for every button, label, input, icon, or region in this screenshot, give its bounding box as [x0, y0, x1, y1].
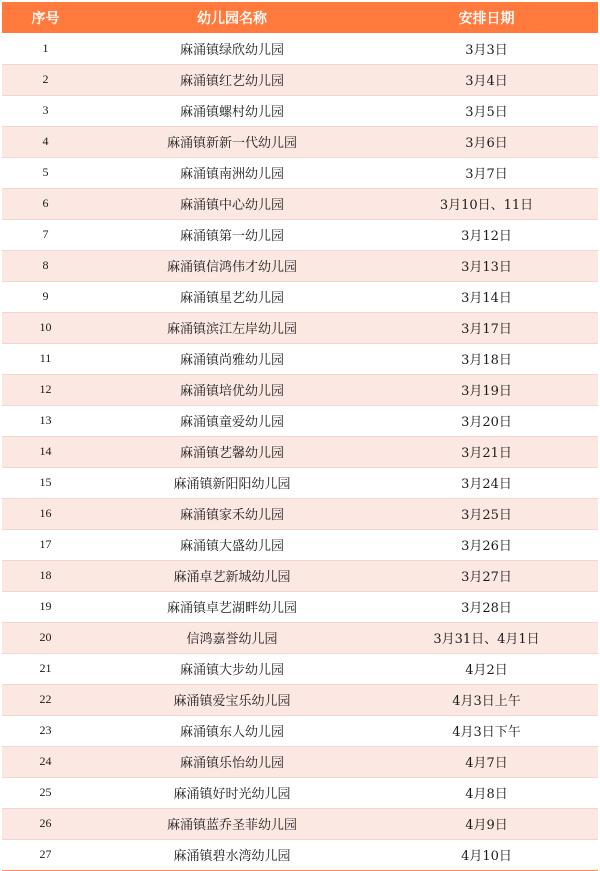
- kindergarten-name: 麻涌镇家禾幼儿园: [89, 498, 375, 529]
- header-row: [2, 2, 598, 33]
- scheduled-date: 3月6日: [375, 126, 598, 157]
- row-number: 11: [2, 343, 89, 374]
- kindergarten-name: 麻涌镇蓝乔圣菲幼儿园: [89, 808, 375, 839]
- row-number: 14: [2, 436, 89, 467]
- row-number: 12: [2, 374, 89, 405]
- table-row: [2, 746, 598, 777]
- table-row: [2, 219, 598, 250]
- row-number: 8: [2, 250, 89, 281]
- kindergarten-name: 麻涌镇滨江左岸幼儿园: [89, 312, 375, 343]
- table-row: [2, 715, 598, 746]
- table-row: [2, 777, 598, 808]
- scheduled-date: 4月7日: [375, 746, 598, 777]
- kindergarten-name: 麻涌镇大步幼儿园: [89, 653, 375, 684]
- scheduled-date: 4月9日: [375, 808, 598, 839]
- scheduled-date: 3月31日、4月1日: [375, 622, 598, 653]
- row-number: 21: [2, 653, 89, 684]
- row-number: 26: [2, 808, 89, 839]
- row-number: 9: [2, 281, 89, 312]
- table-row: [2, 64, 598, 95]
- kindergarten-name: 麻涌镇中心幼儿园: [89, 188, 375, 219]
- scheduled-date: 3月7日: [375, 157, 598, 188]
- kindergarten-name: 麻涌卓艺新城幼儿园: [89, 560, 375, 591]
- table-header: [2, 2, 598, 33]
- scheduled-date: 4月10日: [375, 839, 598, 870]
- row-number: 27: [2, 839, 89, 870]
- table-row: [2, 126, 598, 157]
- scheduled-date: 4月2日: [375, 653, 598, 684]
- kindergarten-name: 麻涌镇艺馨幼儿园: [89, 436, 375, 467]
- scheduled-date: 3月3日: [375, 33, 598, 64]
- table-row: [2, 343, 598, 374]
- kindergarten-name: 麻涌镇大盛幼儿园: [89, 529, 375, 560]
- table-row: [2, 622, 598, 653]
- scheduled-date: 3月10日、11日: [375, 188, 598, 219]
- scheduled-date: 4月8日: [375, 777, 598, 808]
- table-row: [2, 467, 598, 498]
- kindergarten-name: 麻涌镇新新一代幼儿园: [89, 126, 375, 157]
- table-row: [2, 808, 598, 839]
- header-date: 安排日期: [458, 10, 515, 27]
- row-number: 25: [2, 777, 89, 808]
- scheduled-date: 3月19日: [375, 374, 598, 405]
- table-row: [2, 250, 598, 281]
- kindergarten-name: 麻涌镇尚雅幼儿园: [89, 343, 375, 374]
- kindergarten-name: 麻涌镇乐怡幼儿园: [89, 746, 375, 777]
- row-number: 6: [2, 188, 89, 219]
- row-number: 20: [2, 622, 89, 653]
- table-body: [2, 33, 598, 870]
- row-number: 18: [2, 560, 89, 591]
- row-number: 19: [2, 591, 89, 622]
- kindergarten-name: 麻涌镇好时光幼儿园: [89, 777, 375, 808]
- table-row: [2, 188, 598, 219]
- scheduled-date: 3月4日: [375, 64, 598, 95]
- row-number: 7: [2, 219, 89, 250]
- kindergarten-name: 麻涌镇螺村幼儿园: [89, 95, 375, 126]
- row-number: 3: [2, 95, 89, 126]
- kindergarten-name: 麻涌镇童爱幼儿园: [89, 405, 375, 436]
- row-number: 22: [2, 684, 89, 715]
- scheduled-date: 3月27日: [375, 560, 598, 591]
- header-name: 幼儿园名称: [197, 10, 267, 27]
- scheduled-date: 3月20日: [375, 405, 598, 436]
- kindergarten-name: 信鸿嘉誉幼儿园: [89, 622, 375, 653]
- row-number: 16: [2, 498, 89, 529]
- row-number: 24: [2, 746, 89, 777]
- table-row: [2, 529, 598, 560]
- row-number: 4: [2, 126, 89, 157]
- kindergarten-name: 麻涌镇红艺幼儿园: [89, 64, 375, 95]
- table-row: [2, 498, 598, 529]
- table-row: [2, 591, 598, 622]
- scheduled-date: 3月26日: [375, 529, 598, 560]
- table-row: [2, 312, 598, 343]
- row-number: 1: [2, 33, 89, 64]
- kindergarten-name: 麻涌镇南洲幼儿园: [89, 157, 375, 188]
- row-number: 13: [2, 405, 89, 436]
- row-number: 15: [2, 467, 89, 498]
- scheduled-date: 3月24日: [375, 467, 598, 498]
- schedule-table: [2, 2, 598, 871]
- table-row: [2, 839, 598, 870]
- table-row: [2, 653, 598, 684]
- row-number: 5: [2, 157, 89, 188]
- row-number: 2: [2, 64, 89, 95]
- scheduled-date: 3月13日: [375, 250, 598, 281]
- kindergarten-name: 麻涌镇第一幼儿园: [89, 219, 375, 250]
- scheduled-date: 4月3日上午: [375, 684, 598, 715]
- scheduled-date: 3月12日: [375, 219, 598, 250]
- kindergarten-name: 麻涌镇星艺幼儿园: [89, 281, 375, 312]
- table-row: [2, 157, 598, 188]
- kindergarten-name: 麻涌镇碧水湾幼儿园: [89, 839, 375, 870]
- table-row: [2, 684, 598, 715]
- kindergarten-name: 麻涌镇培优幼儿园: [89, 374, 375, 405]
- header-no: 序号: [31, 10, 60, 27]
- kindergarten-name: 麻涌镇绿欣幼儿园: [89, 33, 375, 64]
- scheduled-date: 3月21日: [375, 436, 598, 467]
- kindergarten-name: 麻涌镇卓艺湖畔幼儿园: [89, 591, 375, 622]
- table-row: [2, 281, 598, 312]
- scheduled-date: 3月28日: [375, 591, 598, 622]
- table-row: [2, 436, 598, 467]
- scheduled-date: 3月5日: [375, 95, 598, 126]
- kindergarten-name: 麻涌镇东人幼儿园: [89, 715, 375, 746]
- scheduled-date: 3月18日: [375, 343, 598, 374]
- kindergarten-name: 麻涌镇爱宝乐幼儿园: [89, 684, 375, 715]
- row-number: 23: [2, 715, 89, 746]
- row-number: 10: [2, 312, 89, 343]
- scheduled-date: 3月25日: [375, 498, 598, 529]
- kindergarten-name: 麻涌镇信鸿伟才幼儿园: [89, 250, 375, 281]
- table-row: [2, 33, 598, 64]
- scheduled-date: 3月14日: [375, 281, 598, 312]
- table-row: [2, 405, 598, 436]
- scheduled-date: 3月17日: [375, 312, 598, 343]
- schedule-table-container: [2, 2, 598, 871]
- kindergarten-name: 麻涌镇新阳阳幼儿园: [89, 467, 375, 498]
- scheduled-date: 4月3日下午: [375, 715, 598, 746]
- row-number: 17: [2, 529, 89, 560]
- table-row: [2, 560, 598, 591]
- table-row: [2, 95, 598, 126]
- table-row: [2, 374, 598, 405]
